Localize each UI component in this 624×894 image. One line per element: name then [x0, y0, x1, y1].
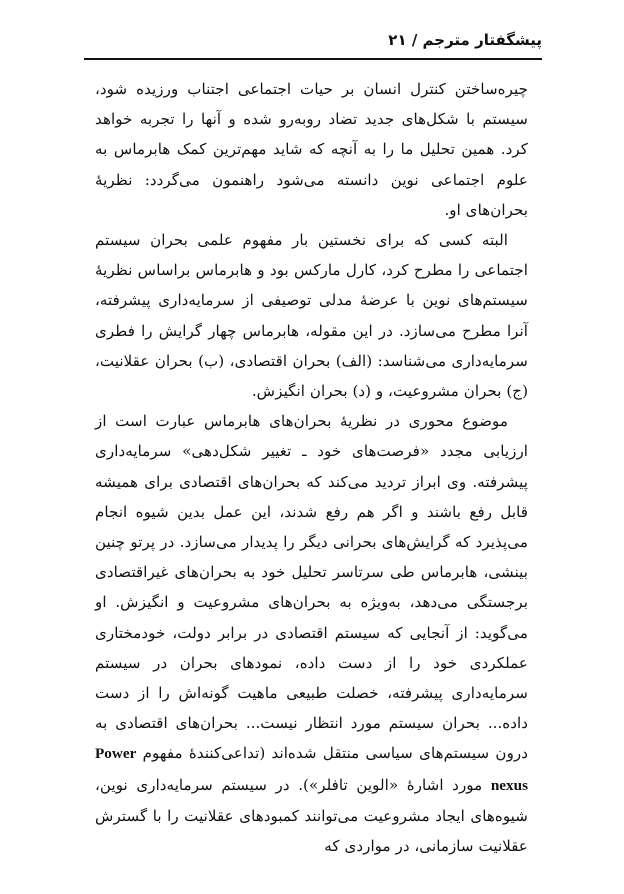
body-text [95, 74, 528, 861]
paragraph-3-part-2: مورد اشارهٔ «الوین تافلر»). در سیستم سرمایه‌داری نوین، شیوه‌های ایجاد مشروعیت می‌توانند کمبودهای عقلانیت را با گسترش عقلانیت سازمانی، در مواردی که [95, 775, 528, 856]
paragraph-3 [95, 406, 528, 861]
paragraph-2: البته کسی که برای نخستین بار مفهوم علمی بحران سیستم اجتماعی را مطرح کرد، کارل مارکس بود و هابرماس براساس نظریهٔ سیستم‌های نوین با عرضهٔ مدلی توصیفی از سرمایه‌داری پیشرفته، آنرا مطرح می‌سازد. در این مقوله، هابرماس چهار گرایش را فطری سرمایه‌داری می‌شناسد: (الف) بحران اقتصادی، (ب) بحران عقلانیت، (ج) بحران مشروعیت، و (د) بحران انگیزش. [95, 231, 528, 401]
header-rule [84, 58, 542, 60]
latin-term: Power nexus [95, 745, 528, 794]
paragraph-3-part-1: موضوع محوری در نظریهٔ بحران‌های هابرماس عبارت است از ارزیابی مجدد «فرصت‌های خود ـ تغییر شکل‌دهی» سرمایه‌داری پیشرفته. وی ابراز تردید می‌کند که بحران‌های اقتصادی برای همیشه قابل رفع باشند و اگر هم رفع شدند، این عمل بدین شیوه انجام می‌پذیرد که گرایش‌های بحرانی دیگر را پدیدار می‌سازد. در پرتو چنین بینشی، هابرماس طی سرتاسر تحلیل خود به بحران‌های غیراقتصادی برجستگی می‌دهد، به‌ویژه به بحران‌های مشروعیت و انگیزش. او می‌گوید: از آنجایی که سیستم اقتصادی در برابر دولت، خودمختاری عملکردی خود را از دست داده، نمودهای بحران در سیستم سرمایه‌داری پیشرفته، خصلت طبیعی ماهیت گونه‌اش را از دست داده... بحران سیستم مورد انتظار نیست... بحران‌های اقتصادی به درون سیستم‌های سیاسی منتقل شده‌اند (تداعی‌کنندهٔ مفهوم [95, 412, 529, 763]
paragraph-1: چیره‌ساختن کنترل انسان بر حیات اجتماعی اجتناب ورزیده شود، سیستم با شکل‌های جدید تضاد روبه‌رو شده و آنها را تجربه خواهد کرد. همین تحلیل ما را به آنچه که شاید مهم‌ترین کمک هابرماس به علوم اجتماعی نوین دانسته می‌شود راهنمون می‌گردد: نظریهٔ بحران‌های او. [95, 80, 528, 219]
running-head: پیشگفتار مترجم / ۲۱ [388, 31, 542, 49]
